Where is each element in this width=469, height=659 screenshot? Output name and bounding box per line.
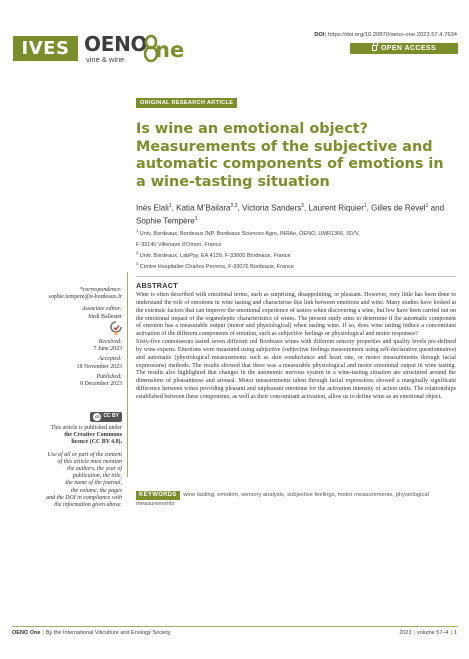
cc-by-badge[interactable]	[90, 412, 122, 422]
footer-society: By the International Viticulture and Enology Society	[45, 630, 171, 636]
ives-logo: IVES	[13, 36, 78, 61]
author-name: Sophie Tempère	[136, 216, 195, 226]
editor-name: Jordi Ballester	[87, 313, 122, 320]
footer-divider	[12, 626, 458, 627]
sidebar-divider	[127, 272, 128, 477]
keywords-text: wine tasting, emotion, sensory analysis, subjective feelings, motor measurements, physiological measurements	[136, 492, 429, 507]
correspondence-email[interactable]: sophie.tempere@u-bordeaux.fr	[48, 294, 122, 301]
open-access-badge	[350, 43, 458, 54]
published-label: Published:	[96, 373, 122, 380]
one-logo-word: ne	[155, 38, 185, 62]
license-line-3: licence (CC BY 4.0).	[71, 439, 122, 446]
keywords-block	[136, 491, 458, 509]
footer-year: 2023	[399, 630, 412, 636]
author-affiliation-mark: 1	[168, 203, 172, 209]
published-date: 8 December 2023	[80, 381, 122, 388]
author-name: Inès Elali	[136, 203, 169, 213]
footer-journal: OENO One | By the International Viticulture and Enology Society	[12, 630, 171, 636]
accepted-date: 18 November 2023	[76, 363, 122, 370]
use-notice-line: the authors, the year of	[67, 466, 122, 473]
license-block	[8, 412, 122, 509]
author-name: Victoria Sanders	[242, 203, 302, 213]
affiliation-text: F-33140 Villenave d’Ornon, France	[136, 241, 222, 248]
author-separator: ,	[171, 203, 177, 213]
affiliation-text: Centre Hospitalier Charles Perrens, F-33076 Bordeaux, France	[138, 264, 294, 271]
affiliation-mark: 1	[136, 228, 139, 233]
affiliation-text: Univ. Bordeaux, LabPsy, EA 4139, F-33000 Bordeaux, France	[138, 253, 291, 260]
article-title: Is wine an emotional object? Measurements of the subjective and automatic components of emotions in a wine-tasting situation	[136, 121, 444, 190]
affiliations	[136, 227, 456, 272]
author-affiliation-mark: 1	[363, 203, 367, 209]
use-notice-line: the name of the journal,	[65, 480, 122, 487]
author-affiliation-mark: 1	[194, 215, 198, 222]
received-date: 7 June 2023	[93, 346, 122, 353]
doi-label: DOI:	[314, 32, 327, 38]
open-access-label: OPEN ACCESS	[380, 45, 437, 52]
eight-logo-icon	[144, 34, 158, 62]
author-separator: ,	[237, 203, 243, 213]
keywords-heading: KEYWORDS	[136, 491, 180, 500]
check-updates-icon[interactable]	[110, 321, 122, 335]
license-line-2[interactable]: the Creative Commons	[64, 432, 122, 439]
affiliation-mark: 2	[136, 250, 139, 256]
footer-journal-name: OENO One	[12, 630, 41, 636]
cc-icon: cc	[94, 414, 100, 419]
author-name: Katia M’Bailara	[176, 203, 231, 213]
oeno-logo-word: OENO	[84, 32, 148, 56]
correspondence-label: *correspondence:	[79, 287, 122, 293]
received-label: Received:	[98, 339, 122, 345]
affiliation-line	[136, 260, 456, 271]
affiliation-mark: 3	[136, 261, 139, 267]
abstract-body	[136, 292, 456, 402]
affiliation-line	[136, 227, 456, 238]
use-notice-line: of this article must mention	[57, 458, 122, 465]
author-name: Gilles de Revel	[371, 203, 426, 213]
abstract-heading: ABSTRACT	[136, 281, 178, 290]
license-line-1: This article is published under	[50, 425, 122, 431]
abstract-paragraph-1: Wine is often described with emotional terms, such as surprising, disappointing, or pleasant. However, very little has been done to understand the role of emotions in wine tasting and characterise this link between emotions and wine. Many studies have looked at the extrinsic factors that can improve the emotional experience of tasters when discovering a wine, but few have been carried out on the emotional impact of the organoleptic characteristics of wines. The present study aims to determine if the automatic component of emotion has a measurable output (motor and physiological) when tasting wine. If so, does wine tasting induce a concomitant activation of the different components of emotion, such as subjective feelings or physiological and motor responses?	[136, 292, 456, 338]
use-notice-line: Use of all or part of the content	[47, 451, 122, 458]
cc-badge-label: CC BY	[103, 413, 119, 420]
correspondence-block	[8, 287, 122, 321]
use-notice-line: and the DOI in compliance with	[46, 494, 122, 501]
use-notice-line: the volume, the pages	[70, 487, 122, 494]
abstract-paragraph-2: Sixty-five connoisseurs tasted seven different red Bordeaux wines with different sensory properties and quality levels pre-defined by wine experts. Emotions were measured using subjective (subjective feelings measurement using self-declarative questionnaires) and automatic (physiological measurements such as skin conductance and heart rate, or motor measurements through facial expressions) methods. The results showed that there was a measurable physiological and motor emotional output in wine tasting. The results also highlighted that changes in the autonomic nervous system in a wine-tasting situation are structured around the dimensions of pleasantness and arousal. Motor measurements taken through facial expressions showed a marginally significant difference between wines providing pleasant and unpleasant emotions for the activation intensity of action units. The relationships established between these components, as well as their concomitant activation, allow us to define wine as an emotional object.	[136, 339, 456, 400]
author-affiliation-mark: 1	[425, 203, 429, 209]
footer-issue: 2023 | volume 57–4 | 1	[399, 630, 457, 636]
use-notice	[8, 452, 122, 510]
author-affiliation-mark: 2,3	[230, 203, 238, 209]
editor-label: Associate editor:	[81, 306, 122, 313]
doi-line	[314, 32, 457, 38]
author-separator: ,	[366, 203, 372, 213]
author-name: Laurent Riquier	[308, 203, 364, 213]
use-notice-line: the information given above.	[54, 502, 122, 509]
author-list	[136, 201, 456, 226]
affiliation-line	[136, 238, 456, 249]
author-separator: ,	[304, 203, 309, 213]
affiliation-line	[136, 249, 456, 260]
use-notice-line: publication, the title,	[72, 473, 122, 480]
open-lock-icon	[372, 45, 377, 51]
author-affiliation-mark: 2	[301, 203, 305, 209]
abstract-divider	[136, 276, 456, 277]
author-separator: and	[428, 203, 445, 213]
dates-block	[8, 321, 122, 388]
article-type-badge: ORIGINAL RESEARCH ARTICLE	[136, 98, 237, 108]
oeno-one-logo	[84, 30, 204, 70]
logo-subtitle: vine & wine	[86, 55, 125, 64]
affiliation-text: Univ. Bordeaux, Bordeaux INP, Bordeaux Sciences Agro, INRAe, OENO, UMR1366, ISVV,	[138, 230, 360, 237]
doi-link[interactable]: https://doi.org/10.20870/oeno-one.2023.57.4.7634	[328, 32, 457, 38]
accepted-label: Accepted:	[98, 356, 122, 363]
footer-volume: volume 57–4	[417, 630, 449, 636]
footer-page: 1	[453, 630, 457, 636]
